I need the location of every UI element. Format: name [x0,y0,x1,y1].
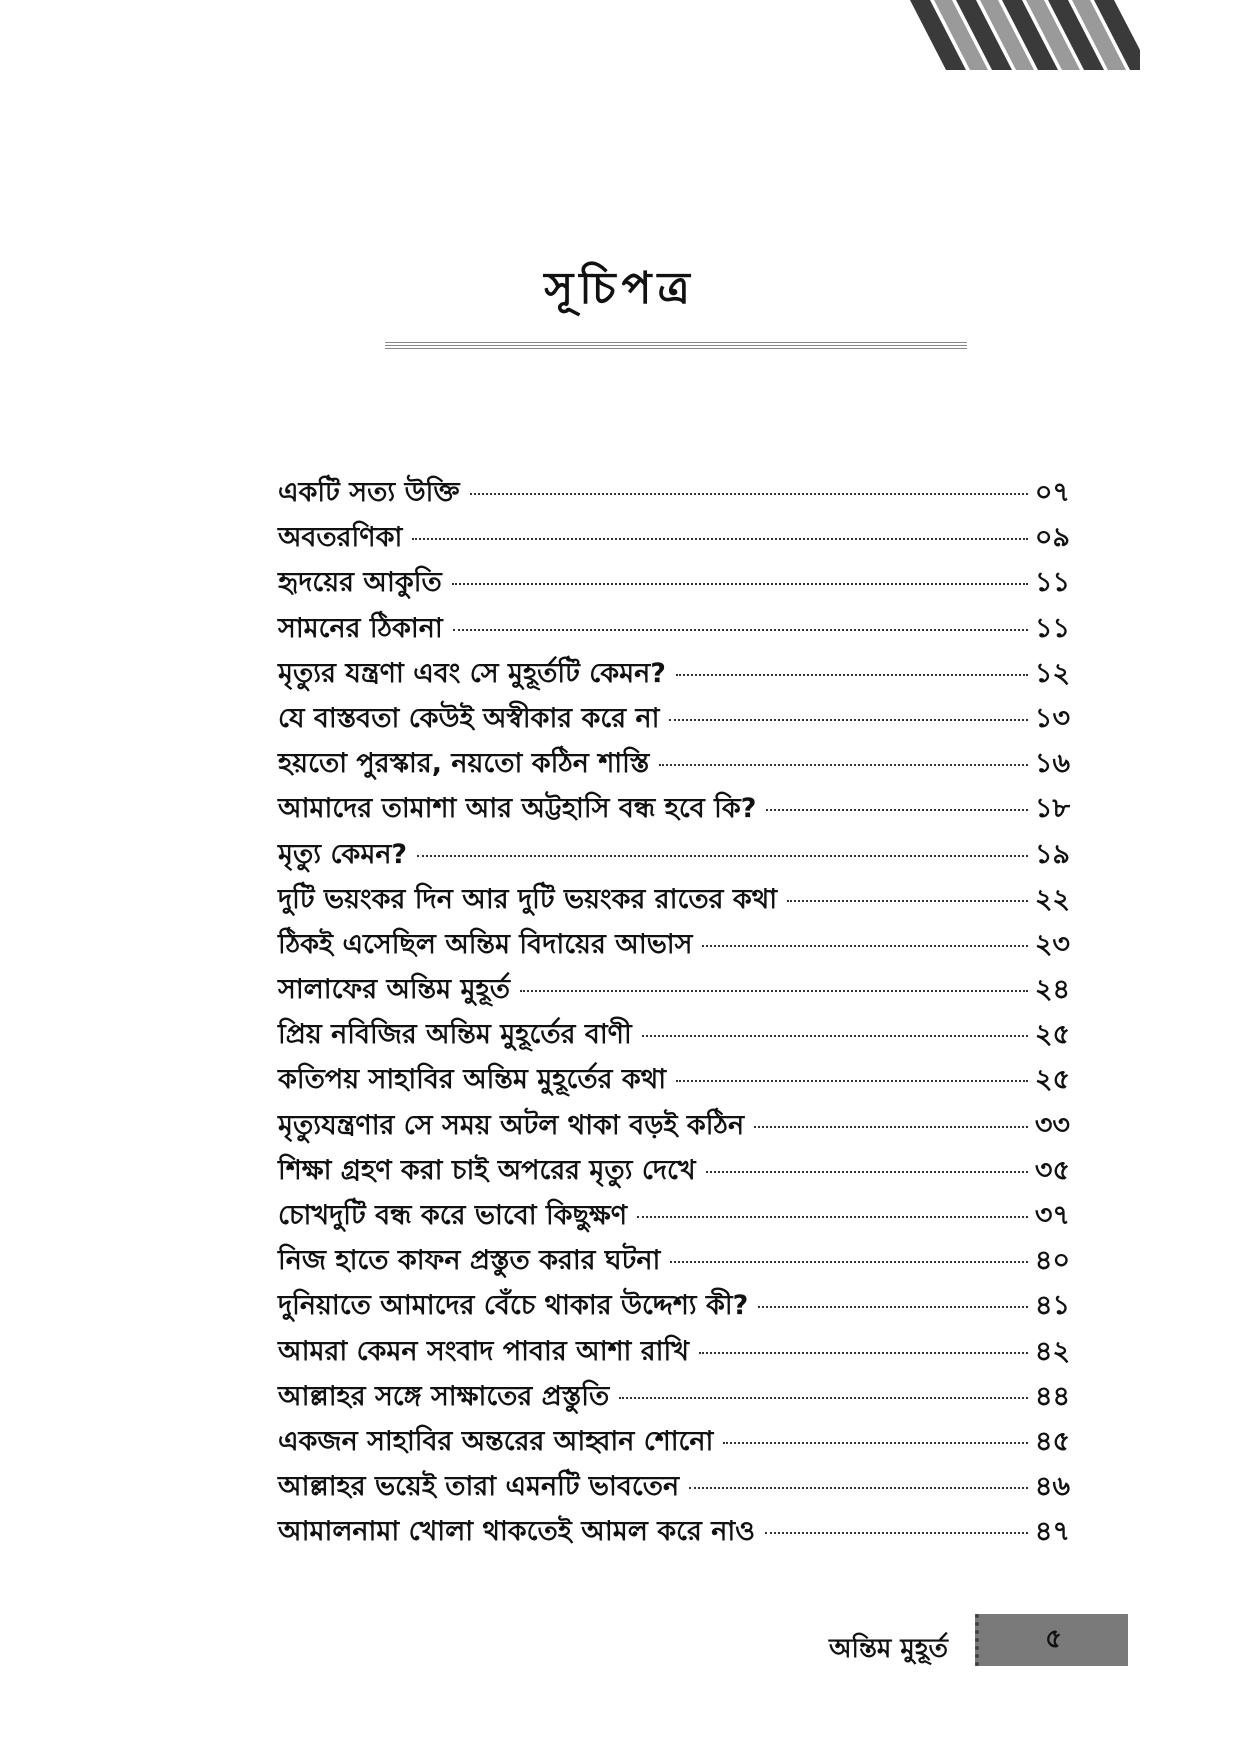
toc-entry-title: সালাফের অন্তিম মুহূর্ত [278,974,510,1006]
toc-entry-page: ০৯ [1034,522,1070,554]
footer-book-title: অন্তিম মুহূর্ত [829,1634,948,1664]
toc-entry [278,608,1070,653]
toc-entry-title: দুনিয়াতে আমাদের বেঁচে থাকার উদ্দেশ্য কী? [278,1290,749,1322]
toc-entry-page: ৩৩ [1034,1109,1070,1141]
toc-entry-page: ২৫ [1034,1019,1070,1051]
toc-leader-dots [723,1442,1028,1444]
toc-entry-title: মৃত্যু কেমন? [278,838,408,870]
toc-entry-title: মৃত্যুর যন্ত্রণা এবং সে মুহূর্তটি কেমন? [278,657,666,689]
toc-entry [278,879,1070,924]
toc-entry-page: ৪২ [1034,1335,1070,1367]
page-title: সূচিপত্র [544,263,696,314]
toc-leader-dots [689,1487,1028,1489]
toc-leader-dots [670,1261,1028,1263]
toc-leader-dots [765,1532,1028,1534]
toc-entry [278,788,1070,833]
toc-entry [278,1331,1070,1376]
page-number-box [975,1614,1128,1666]
toc-entry-title: আমরা কেমন সংবাদ পাবার আশা রাখি [278,1335,689,1367]
toc-entry-title: একজন সাহাবির অন্তরের আহ্বান শোনো [278,1425,714,1457]
toc-entry [278,1150,1070,1195]
toc-entry-page: ৪১ [1034,1290,1070,1322]
toc-entry [278,698,1070,743]
toc-entry-title: অবতরণিকা [278,522,403,554]
toc-leader-dots [453,629,1028,631]
toc-entry-title: প্রিয় নবিজির অন্তিম মুহূর্তের বাণী [278,1019,632,1051]
toc-entry-page: ১৬ [1034,748,1070,780]
toc-leader-dots [699,1352,1028,1354]
toc-entry [278,1376,1070,1421]
toc-entry-title: কতিপয় সাহাবির অন্তিম মুহূর্তের কথা [278,1064,667,1096]
toc-entry-title: ঠিকই এসেছিল অন্তিম বিদায়ের আভাস [278,928,693,960]
toc-entry-title: শিক্ষা গ্রহণ করা চাই অপরের মৃত্যু দেখে [278,1154,696,1186]
toc-leader-dots [702,945,1028,947]
toc-entry-page: ১১ [1034,567,1070,599]
toc-entry-title: আমাদের তামাশা আর অট্টহাসি বন্ধ হবে কি? [278,793,757,825]
toc-entry-page: ২২ [1034,883,1070,915]
title-divider [385,342,967,351]
toc-leader-dots [787,900,1028,902]
toc-leader-dots [766,809,1028,811]
toc-entry [278,562,1070,607]
toc-entry-page: ১১ [1034,612,1070,644]
toc-leader-dots [676,1080,1028,1082]
toc-entry [278,1195,1070,1240]
toc-entry-page: ২৫ [1034,1064,1070,1096]
toc-entry-title: আমালনামা খোলা থাকতেই আমল করে নাও [278,1516,756,1548]
toc-entry [278,924,1070,969]
toc-leader-dots [758,1306,1028,1308]
toc-leader-dots [669,719,1028,721]
toc-entry [278,653,1070,698]
toc-entry-page: ৪৪ [1034,1380,1070,1412]
toc-leader-dots [412,538,1028,540]
page-number: ৫ [1045,1624,1062,1654]
toc-entry-page: ৪৫ [1034,1425,1070,1457]
toc-entry [278,743,1070,788]
toc-entry-page: ১৩ [1034,702,1070,734]
toc-entry-page: ৪০ [1034,1245,1070,1277]
toc-entry-title: যে বাস্তবতা কেউই অস্বীকার করে না [278,702,660,734]
toc-entry [278,1014,1070,1059]
toc-entry-page: ১২ [1034,657,1070,689]
toc-leader-dots [520,990,1028,992]
toc-entry [278,1105,1070,1150]
toc-entry [278,834,1070,879]
toc-entry-title: আল্লাহর ভয়েই তারা এমনটি ভাবতেন [278,1471,680,1503]
toc-entry-title: একটি সত্য উক্তি [278,477,460,508]
toc-entry-page: ০৭ [1034,477,1070,508]
toc-leader-dots [470,493,1028,495]
toc-entry [278,1511,1070,1556]
corner-stripes-decoration [900,0,1140,80]
toc-entry [278,1059,1070,1104]
toc-entry-page: ৩৫ [1034,1154,1070,1186]
toc-entry-title: হয়তো পুরস্কার, নয়তো কঠিন শাস্তি [278,748,650,780]
toc-entry-page: ২৪ [1034,974,1070,1006]
toc-leader-dots [659,764,1028,766]
toc-entry-page: ১৮ [1034,793,1070,825]
toc-entry-title: মৃত্যুযন্ত্রণার সে সময় অটল থাকা বড়ই কঠিন [278,1109,745,1141]
toc-entry-title: নিজ হাতে কাফন প্রস্তুত করার ঘটনা [278,1245,661,1277]
toc-entry [278,1466,1070,1511]
toc-entry-title: আল্লাহর সঙ্গে সাক্ষাতের প্রস্তুতি [278,1380,610,1412]
toc-entry [278,1240,1070,1285]
toc-entry-title: সামনের ঠিকানা [278,612,443,644]
toc-entry-title: চোখদুটি বন্ধ করে ভাবো কিছুক্ষণ [278,1200,628,1231]
toc-entry [278,1285,1070,1330]
toc-entry [278,517,1070,562]
toc-entry [278,1421,1070,1466]
toc-leader-dots [417,855,1028,857]
toc-entry-page: ২৩ [1034,928,1070,960]
toc-entry-page: ৩৭ [1034,1200,1070,1231]
toc-leader-dots [619,1397,1028,1399]
toc-leader-dots [452,583,1028,585]
toc-entry [278,969,1070,1014]
toc-leader-dots [637,1216,1028,1218]
toc-leader-dots [642,1035,1028,1037]
toc-entry [278,472,1070,517]
table-of-contents [278,472,1070,1557]
toc-entry-title: হৃদয়ের আকুতি [278,567,442,599]
toc-entry-title: দুটি ভয়ংকর দিন আর দুটি ভয়ংকর রাতের কথা [278,883,778,915]
toc-leader-dots [754,1126,1028,1128]
toc-entry-page: ৪৬ [1034,1471,1070,1503]
toc-entry-page: ১৯ [1034,838,1070,870]
toc-leader-dots [706,1171,1028,1173]
toc-leader-dots [676,674,1028,676]
toc-entry-page: ৪৭ [1034,1516,1070,1548]
